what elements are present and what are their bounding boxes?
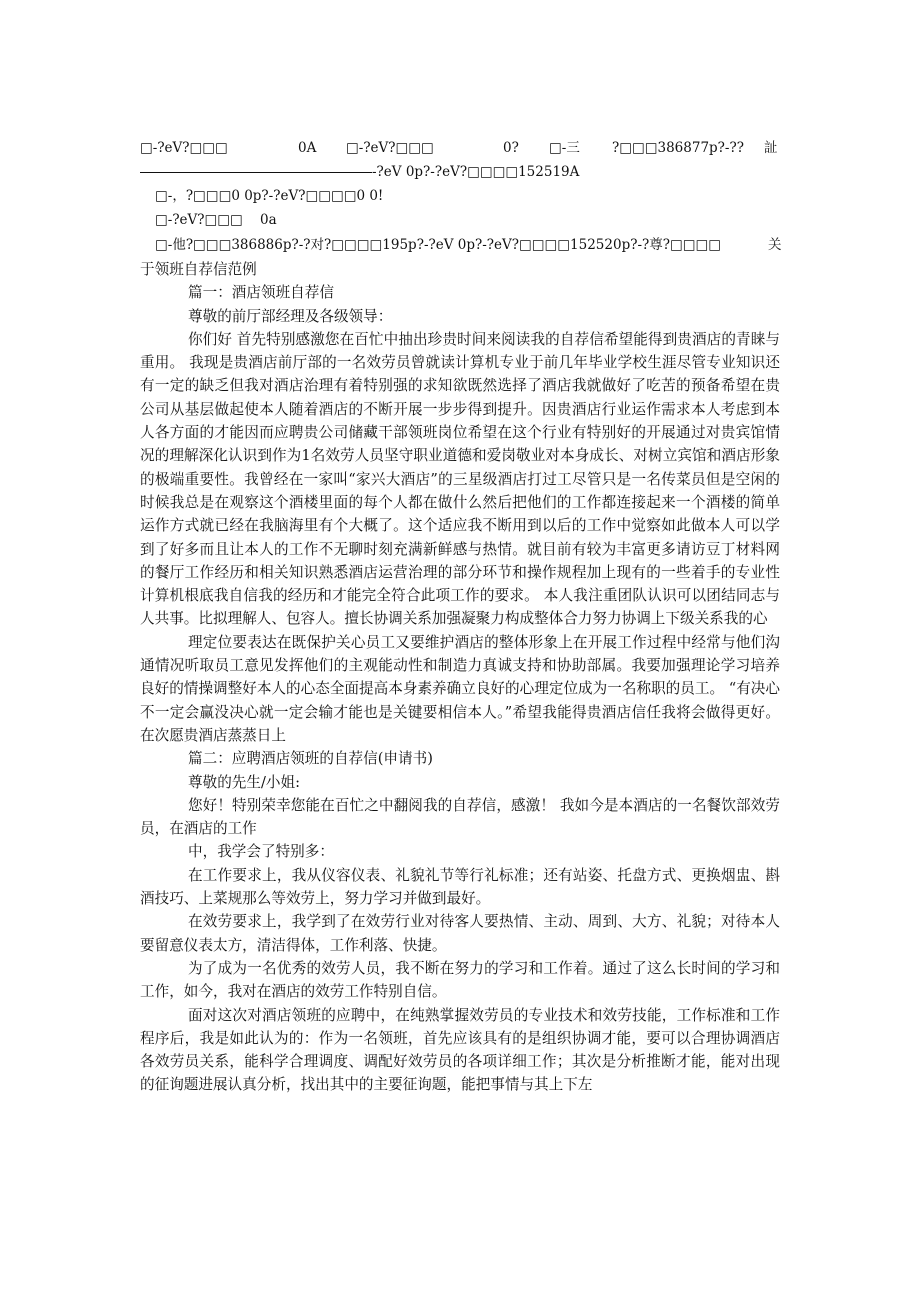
- paragraph: 您好！特别荣幸您能在百忙之中翻阅我的自荐信，感激！ 我如今是本酒店的一名餐饮部效劳员，在酒店的工作: [140, 796, 780, 838]
- paragraph: 面对这次对酒店领班的应聘中，在纯熟掌握效劳员的专业技术和效劳技能，工作标准和工作程序后，我是如此认为的：作为一名领班，首先应该具有的是组织协调才能，要可以合理协调酒店各效劳员关系，能科学合理调度、调配好效劳员的各项详细工作；其次是分析推断才能，能对出现的征询题进展认真分析，找出其中的主要征询题，能把事情与其上下左: [140, 1006, 780, 1094]
- garbled-token: 0a: [260, 212, 277, 228]
- garbled-line: -?eV 0p?-?eV?□□□□152519A: [372, 164, 580, 180]
- paragraph: 在效劳要求上，我学到了在效劳行业对待客人要热情、主动、周到、大方、礼貌；对待本人要留意仪表太方，清洁得体，工作利落、快捷。: [140, 913, 780, 954]
- garbled-token: □-?eV?□□□: [140, 140, 228, 156]
- salutation: 尊敬的先生/小姐:: [188, 773, 300, 791]
- document-body: [140, 258, 780, 1097]
- garbled-token: ?□□□386877p?-??: [612, 140, 744, 156]
- garbled-token: 0?: [503, 140, 519, 156]
- garbled-token: □-?eV?□□□: [346, 140, 434, 156]
- garbled-token: 0A: [298, 140, 317, 156]
- section-heading: 篇二：应聘酒店领班的自荐信(申请书): [188, 750, 433, 768]
- salutation: 尊敬的前厅部经理及各级领导：: [188, 307, 393, 325]
- document-title: 于领班自荐信范例: [140, 261, 257, 278]
- garbled-token: □-?eV?□□□: [155, 212, 243, 228]
- garbled-token: 关: [768, 237, 782, 253]
- paragraph: 中，我学会了特别多：: [188, 843, 334, 861]
- paragraph: 为了成为一名优秀的效劳人员，我不断在努力的学习和工作着。通过了这么长时间的学习和工作，如今，我对在酒店的效劳工作特别自信。: [140, 959, 780, 1001]
- garbled-line: □-，?□□□0 0p?-?eV?□□□□0 0!: [155, 188, 384, 204]
- garbled-token: 訨: [764, 140, 778, 156]
- garbled-token: □-三: [549, 140, 580, 156]
- paragraph: 理定位要表达在既保护关心员工又要维护酒店的整体形象上在开展工作过程中经常与他们沟通情况听取员工意见发挥他们的主观能动性和制造力真诚支持和协助部属。我要加强理论学习培养良好的情操调整好本人的心态全面提高本身素养确立良好的心理定位成为一名称职的员工。 “有决心不一定会赢没决心就一定会输才能也是关键要相信本人。”希望我能得贵酒店信任我将会做得更好。 在次愿贵酒店蒸蒸日上: [140, 633, 780, 744]
- paragraph: 在工作要求上，我从仪容仪表、礼貌礼节等行礼标准；还有站姿、托盘方式、更换烟盅、斟酒技巧、上菜规那么等效劳上，努力学习并做到最好。: [140, 866, 780, 908]
- paragraph: 你们好 首先特别感激您在百忙中抽出珍贵时间来阅读我的自荐信希望能得到贵酒店的青睐与重用。 我现是贵酒店前厅部的一名效劳员曾就读计算机专业于前几年毕业学校生涯尽管专业知识还有一定的缺乏但我对酒店治理有着特别强的求知欲既然选择了酒店我就做好了吃苦的预备希望在贵公司从基层做起使本人随着酒店的不断开展一步步得到提升。因贵酒店行业运作需求本人考虑到本人各方面的才能因而应聘贵公司储藏干部领班岗位希望在这个行业有特别好的开展通过对贵宾馆情况的理解深化认识到作为1名效劳人员坚守职业道德和爱岗敬业对本身成长、对树立宾馆和酒店形象的极端重要性。我曾经在一家叫“家兴大酒店”的三星级酒店打过工尽管只是一名传菜员但是空闲的时候我总是在观察这个酒楼里面的每个人都在做什么然后把他们的工作都连接起来一个酒楼的简单运作方式就已经在我脑海里有个大概了。这个适应我不断用到以后的工作中觉察如此做本人可以学到了好多而且让本人的工作不无聊时刻充满新鲜感与热情。就目前有较为丰富更多请访豆丁材料网 的餐厅工作经历和相关知识熟悉酒店运营治理的部分环节和操作规程加上现有的一些着手的专业性计算机根底我自信我的经历和才能完全符合此项工作的要求。 本人我注重团队认识可以团结同志与人共事。比拟理解人、包容人。擅长协调关系加强凝聚力构成整体合力努力协调上下级关系我的心: [140, 330, 780, 628]
- horizontal-rule: [140, 172, 372, 173]
- garbled-line: □-他?□□□386886p?-?对?□□□□195p?-?eV 0p?-?eV?□□□□152520p?-?尊?□□□□: [155, 237, 722, 253]
- section-heading: 篇一：酒店领班自荐信: [188, 284, 334, 302]
